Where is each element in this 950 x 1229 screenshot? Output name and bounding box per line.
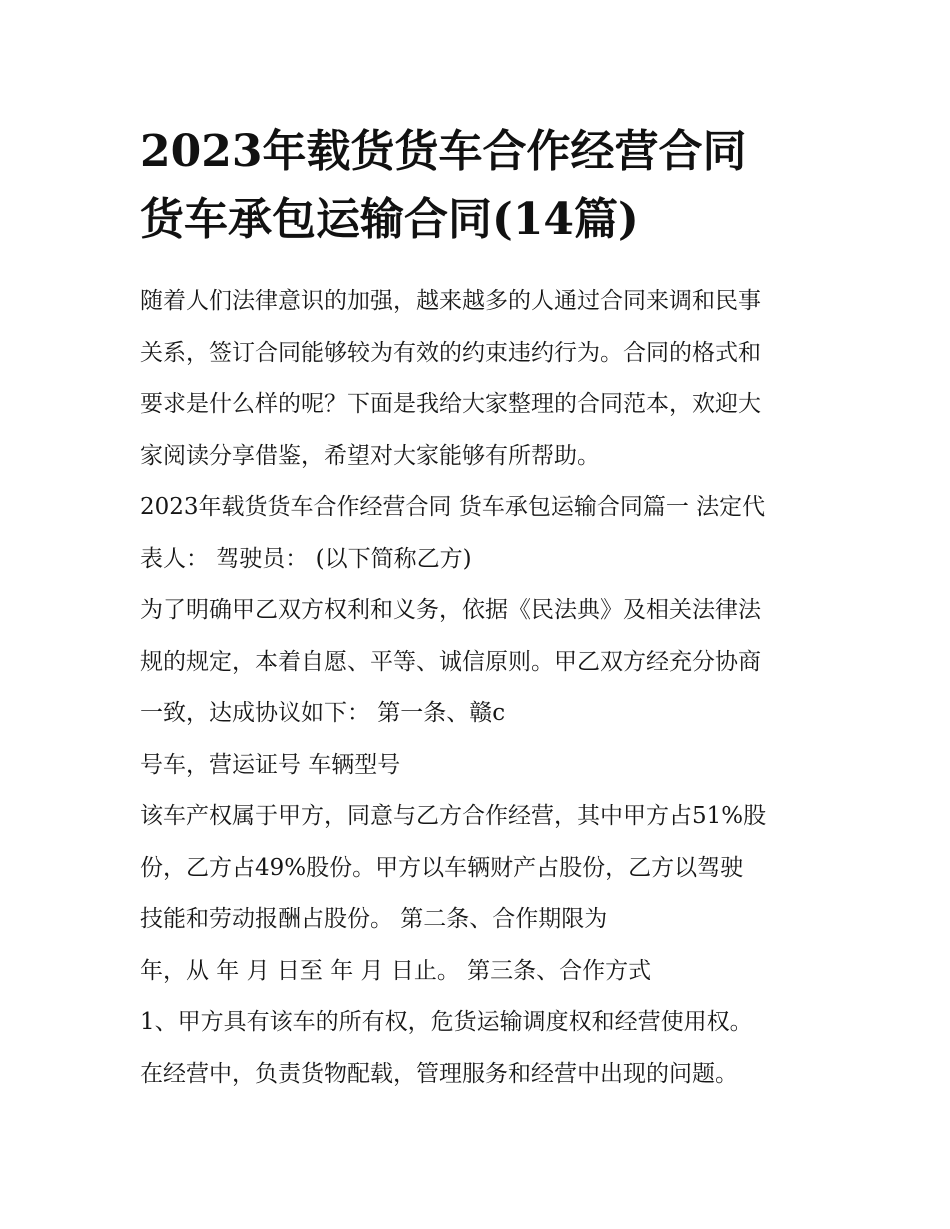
body-line-8: 规的规定，本着自愿、平等、诚信原则。甲乙双方经充分协商 [140,648,761,675]
body-line-5: 2023年载货货车合作经营合同 货车承包运输合同篇一 法定代 [140,494,766,520]
document-body [140,276,840,1100]
body-line-4: 家阅读分享借鉴，希望对大家能够有所帮助。 [140,442,600,469]
body-line-9: 一致，达成协议如下： 第一条、赣c [140,700,506,726]
body-line-2: 关系，签订合同能够较为有效的约束违约行为。合同的格式和 [140,339,761,366]
body-line-11: 该车产权属于甲方，同意与乙方合作经营，其中甲方占51%股 [140,803,767,829]
body-line-6: 表人： 驾驶员： (以下简称乙方) [140,545,472,572]
body-line-7: 为了明确甲乙双方权利和义务，依据《民法典》及相关法律法 [140,597,761,623]
body-line-15: 1、甲方具有该车的所有权，危货运输调度权和经营使用权。 [140,1009,753,1035]
body-line-12: 份，乙方占49%股份。甲方以车辆财产占股份，乙方以驾驶 [140,854,744,881]
body-line-13: 技能和劳动报酬占股份。 第二条、合作期限为 [140,906,608,932]
body-line-3: 要求是什么样的呢？下面是我给大家整理的合同范本，欢迎大 [140,391,761,417]
title-line-2: 货车承包运输合同(14篇) [140,194,639,245]
body-line-10: 号车，营运证号 车辆型号 [140,751,401,778]
body-line-14: 年，从 年 月 日至 年 月 日止。 第三条、合作方式 [140,957,652,984]
document-title [140,118,820,254]
body-line-1: 随着人们法律意识的加强，越来越多的人通过合同来调和民事 [140,288,761,314]
body-line-16: 在经营中，负责货物配载，管理服务和经营中出现的问题。 [140,1060,738,1087]
title-line-1: 2023年载货货车合作经营合同 [140,126,747,177]
